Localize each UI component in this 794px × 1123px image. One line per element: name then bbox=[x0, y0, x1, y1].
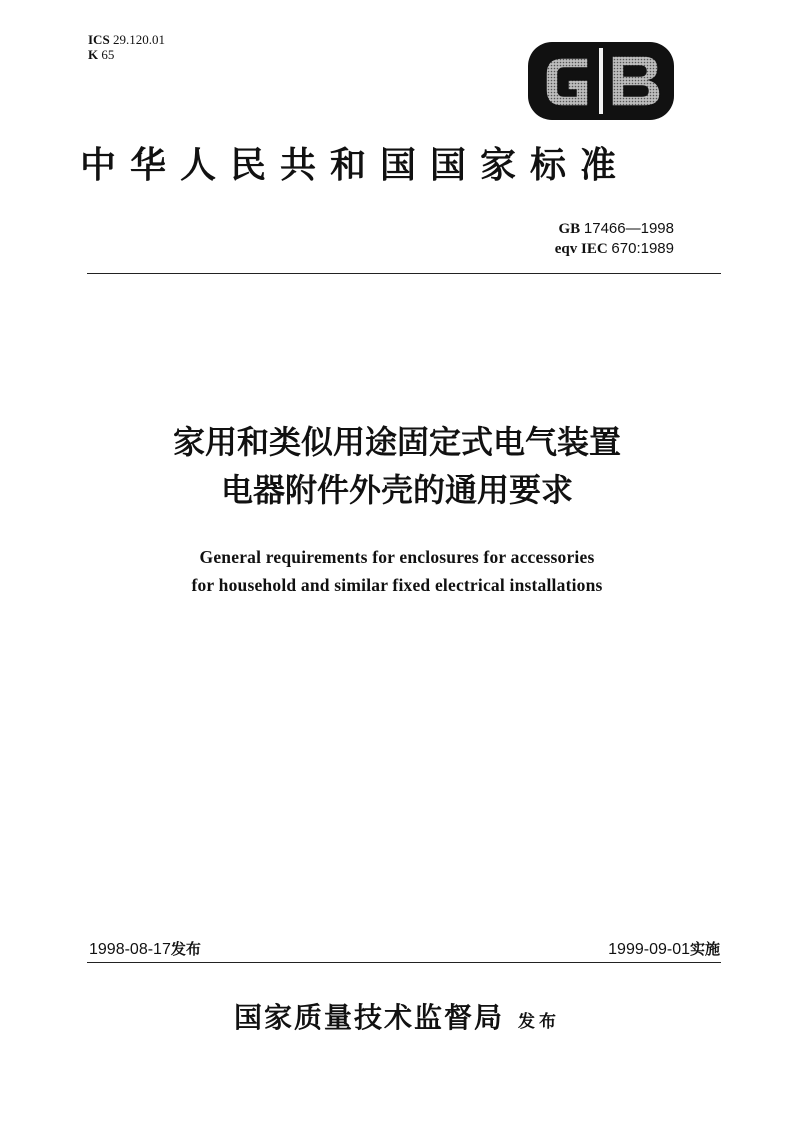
standard-number-block bbox=[460, 219, 674, 259]
title-en-line1: General requirements for enclosures for accessories bbox=[199, 547, 595, 567]
gb-number-line bbox=[460, 219, 674, 239]
issuer-action: 发布 bbox=[518, 1012, 560, 1032]
title-cn-line2: 电器附件外壳的通用要求 bbox=[220, 471, 573, 509]
ics-label: ICS bbox=[88, 32, 110, 47]
ccs-label: K bbox=[88, 47, 99, 62]
implementation-label: 实施 bbox=[689, 940, 720, 958]
classification-codes bbox=[88, 32, 165, 62]
header-divider bbox=[87, 273, 721, 274]
issue-date: 1998-08-17 bbox=[89, 941, 171, 958]
issue-label: 发布 bbox=[170, 940, 201, 958]
ics-code: 29.120.01 bbox=[112, 32, 165, 47]
issue-date-block bbox=[89, 938, 201, 961]
eqv-label: eqv IEC bbox=[554, 241, 608, 257]
gb-label: GB bbox=[558, 221, 581, 237]
implementation-date: 1999-09-01 bbox=[608, 941, 690, 958]
eqv-line bbox=[460, 239, 674, 259]
eqv-number: 670:1989 bbox=[611, 240, 674, 257]
implementation-date-block bbox=[608, 938, 720, 961]
ccs-line bbox=[88, 47, 165, 62]
gb-logo-icon bbox=[526, 40, 676, 122]
ics-line bbox=[88, 32, 165, 47]
issuer-organization: 国家质量技术监督局 bbox=[233, 1001, 504, 1034]
national-standard-title: 中华人民共和国国家标准 bbox=[80, 144, 631, 186]
ccs-code: 65 bbox=[101, 47, 115, 62]
gb-number: 17466—1998 bbox=[583, 220, 674, 237]
title-cn-line1: 家用和类似用途固定式电气装置 bbox=[172, 423, 621, 461]
title-en-line2: for household and similar fixed electrical installations bbox=[191, 575, 603, 595]
footer-divider bbox=[87, 962, 721, 963]
issuer-block bbox=[0, 996, 794, 1036]
